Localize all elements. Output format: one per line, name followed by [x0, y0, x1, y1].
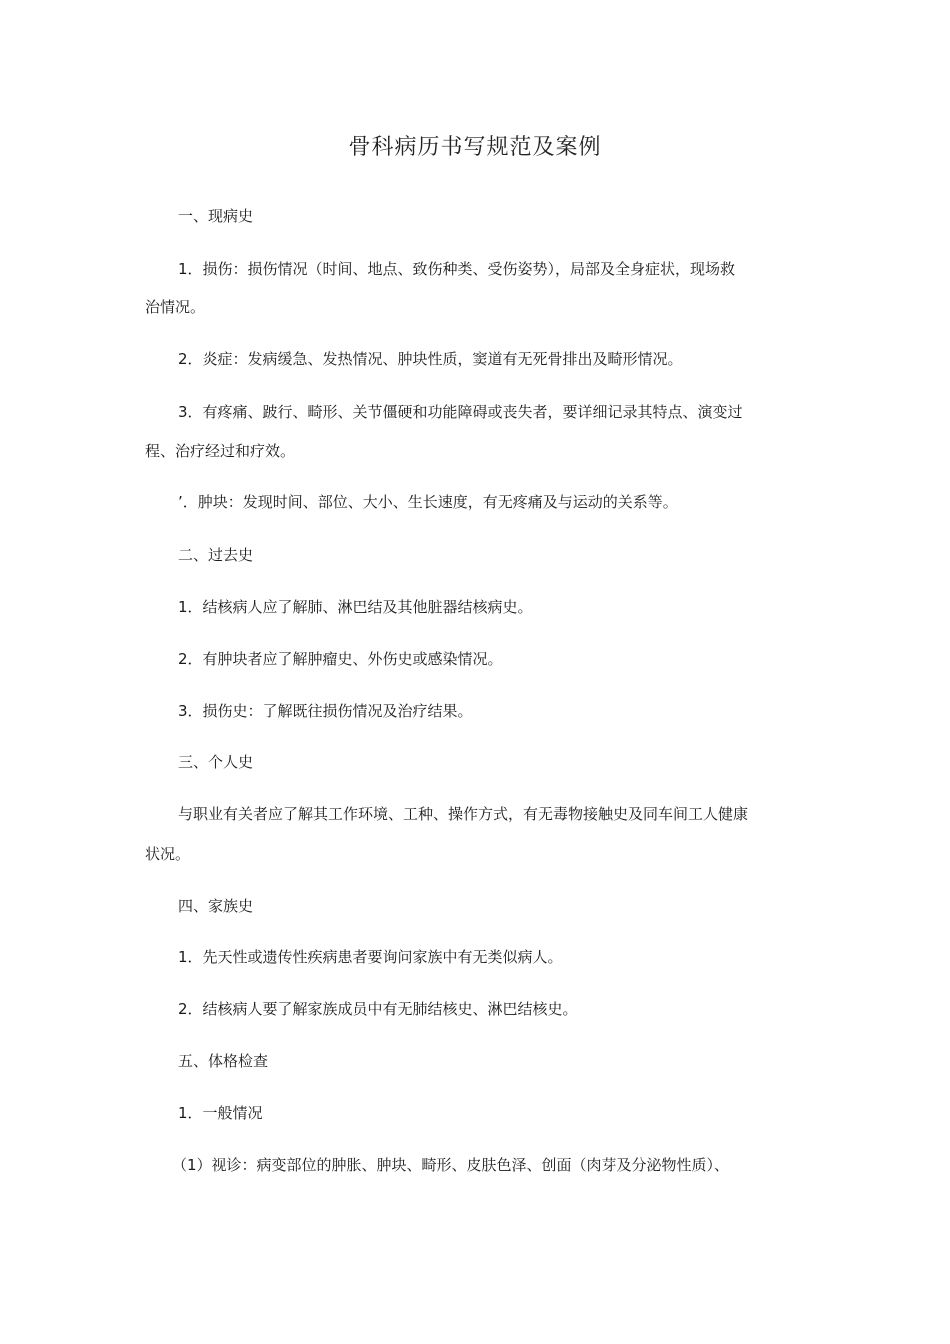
section-heading-present-illness: 一、现病史	[178, 207, 254, 225]
document-title: 骨科病历书写规范及案例	[348, 135, 602, 160]
paragraph-line: ’．肿块：发现时间、部位、大小、生长速度，有无疼痛及与运动的关系等。	[178, 493, 678, 511]
paragraph-line: 状况。	[145, 845, 191, 863]
section-heading-past-history: 二、过去史	[178, 546, 254, 564]
paragraph-line: 1．先天性或遗传性疾病患者要询问家族中有无类似病人。	[178, 948, 563, 966]
section-heading-family-history: 四、家族史	[178, 897, 254, 915]
paragraph-line: （1）视诊：病变部位的肿胀、肿块、畸形、皮肤色泽、创面（肉芽及分泌物性质）、	[172, 1156, 730, 1174]
paragraph-line: 1．损伤：损伤情况（时间、地点、致伤种类、受伤姿势），局部及全身症状，现场救	[178, 260, 736, 278]
paragraph-line: 2．结核病人要了解家族成员中有无肺结核史、淋巴结核史。	[178, 1000, 578, 1018]
paragraph-line: 1．结核病人应了解肺、淋巴结及其他脏器结核病史。	[178, 598, 533, 616]
paragraph-line: 2．有肿块者应了解肿瘤史、外伤史或感染情况。	[178, 650, 503, 668]
paragraph-line: 2．炎症：发病缓急、发热情况、肿块性质，窦道有无死骨排出及畸形情况。	[178, 350, 683, 368]
section-heading-personal-history: 三、个人史	[178, 753, 254, 771]
paragraph-line: 与职业有关者应了解其工作环境、工种、操作方式，有无毒物接触史及同车间工人健康	[178, 805, 749, 823]
paragraph-line: 治情况。	[145, 298, 206, 316]
paragraph-line: 程、治疗经过和疗效。	[145, 442, 296, 460]
paragraph-line: 1．一般情况	[178, 1104, 263, 1122]
section-heading-physical-exam: 五、体格检查	[178, 1052, 269, 1070]
paragraph-line: 3．有疼痛、跛行、畸形、关节僵硬和功能障碍或丧失者，要详细记录其特点、演变过	[178, 403, 743, 421]
paragraph-line: 3．损伤史：了解既往损伤情况及治疗结果。	[178, 702, 473, 720]
